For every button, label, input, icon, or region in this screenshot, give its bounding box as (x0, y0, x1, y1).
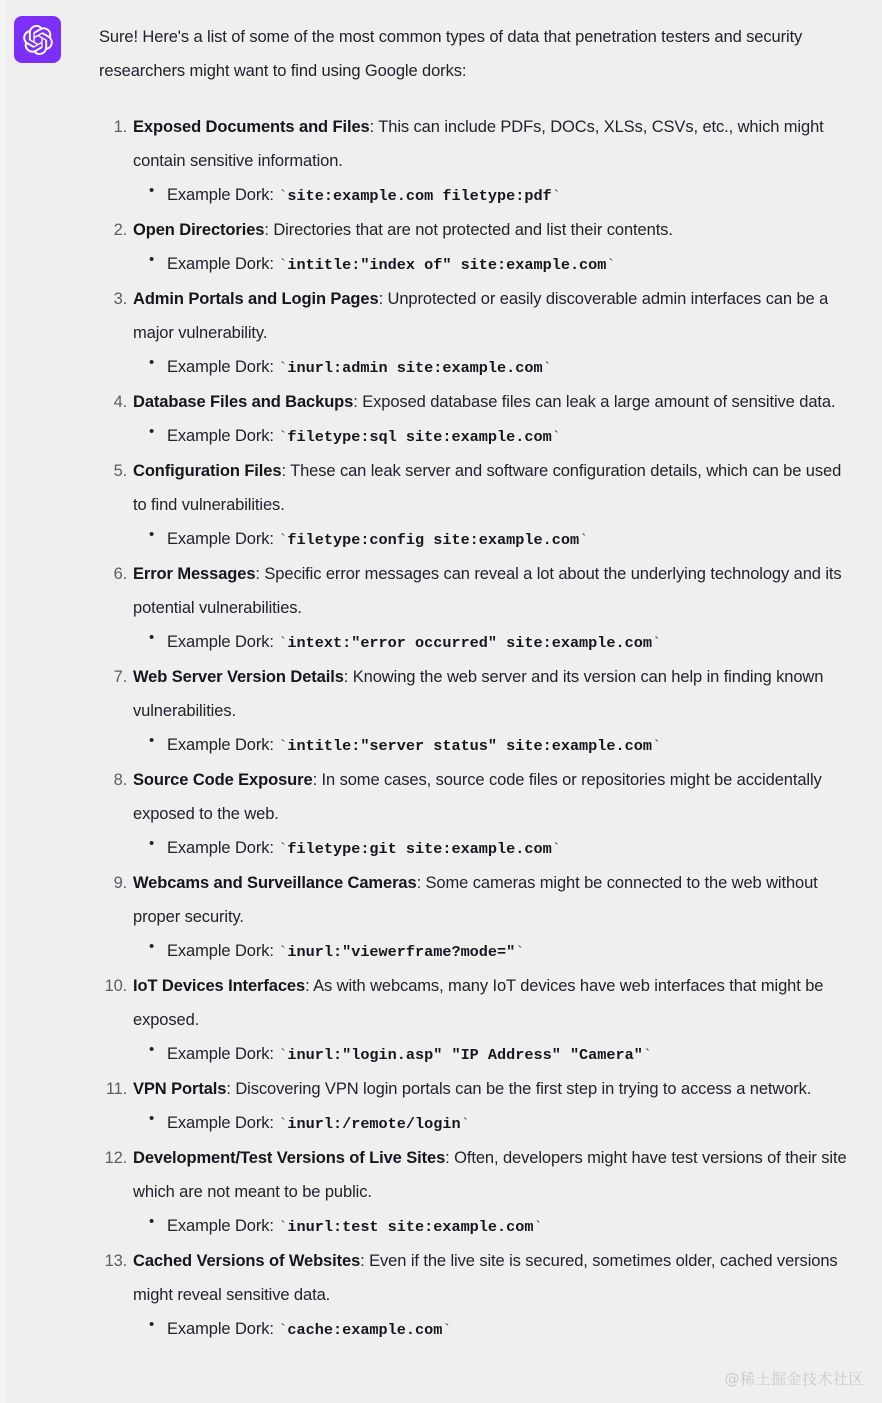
backtick-close: ` (542, 359, 552, 377)
item-text (133, 866, 858, 934)
item-text (133, 282, 858, 350)
example-dork-line (147, 178, 858, 213)
sub-list (133, 934, 858, 969)
dork-code: inurl:/remote/login (287, 1115, 461, 1133)
list-item (99, 213, 858, 282)
sub-list (133, 625, 858, 660)
backtick-close: ` (460, 1115, 470, 1133)
backtick-open: ` (278, 634, 288, 652)
message-body (61, 16, 866, 1347)
item-title: Error Messages (133, 565, 256, 583)
example-dork-label: Example Dork: (167, 427, 274, 445)
sub-list (133, 1106, 858, 1141)
dork-code: inurl:"viewerframe?mode=" (287, 943, 516, 961)
backtick-open: ` (278, 428, 288, 446)
example-dork-label: Example Dork: (167, 1045, 274, 1063)
example-dork-label: Example Dork: (167, 839, 274, 857)
list-item (99, 969, 858, 1072)
dork-code: filetype:sql site:example.com (287, 428, 552, 446)
backtick-open: ` (278, 1321, 288, 1339)
item-title: Admin Portals and Login Pages (133, 290, 379, 308)
backtick-open: ` (278, 943, 288, 961)
dork-types-list (99, 110, 858, 1347)
item-title: Open Directories (133, 221, 265, 239)
example-dork-line (147, 247, 858, 282)
dork-code: filetype:config site:example.com (287, 531, 580, 549)
dork-code: inurl:test site:example.com (287, 1218, 534, 1236)
item-title: Web Server Version Details (133, 668, 344, 686)
item-text (133, 557, 858, 625)
backtick-close: ` (551, 187, 561, 205)
item-text (133, 660, 858, 728)
item-description: : Specific error messages can reveal a lot about the underlying technology and its potential vulnerabilities. (133, 565, 842, 617)
item-title: Configuration Files (133, 462, 282, 480)
item-text (133, 969, 858, 1037)
backtick-open: ` (278, 1218, 288, 1236)
example-dork-line (147, 419, 858, 454)
sub-list (133, 419, 858, 454)
item-description: : These can leak server and software configuration details, which can be used to find vulnerabilities. (133, 462, 842, 514)
example-dork-label: Example Dork: (167, 186, 274, 204)
example-dork-label: Example Dork: (167, 530, 274, 548)
backtick-open: ` (278, 1115, 288, 1133)
backtick-close: ` (551, 428, 561, 446)
backtick-close: ` (551, 840, 561, 858)
backtick-close: ` (533, 1218, 543, 1236)
item-text (133, 454, 858, 522)
example-dork-label: Example Dork: (167, 1320, 274, 1338)
backtick-open: ` (278, 531, 288, 549)
dork-code: filetype:git site:example.com (287, 840, 552, 858)
item-text (133, 213, 858, 247)
intro-paragraph: Sure! Here's a list of some of the most common types of data that penetration testers and security researchers might want to find using Google dorks: (99, 28, 803, 80)
watermark: @稀土掘金技术社区 (724, 1370, 864, 1388)
dork-code: intitle:"index of" site:example.com (287, 256, 607, 274)
backtick-open: ` (278, 737, 288, 755)
item-description: : Some cameras might be connected to the web without proper security. (133, 874, 818, 926)
list-item (99, 660, 858, 763)
item-text (133, 385, 858, 419)
example-dork-line (147, 728, 858, 763)
item-text (133, 1072, 858, 1106)
backtick-close: ` (606, 256, 616, 274)
item-title: Exposed Documents and Files (133, 118, 370, 136)
item-description: : Unprotected or easily discoverable admin interfaces can be a major vulnerability. (133, 290, 829, 342)
left-edge-strip (0, 0, 6, 1403)
backtick-close: ` (651, 634, 661, 652)
openai-logo-icon (14, 16, 61, 63)
example-dork-label: Example Dork: (167, 1217, 274, 1235)
example-dork-label: Example Dork: (167, 358, 274, 376)
list-item (99, 557, 858, 660)
example-dork-line (147, 350, 858, 385)
sub-list (133, 178, 858, 213)
example-dork-line (147, 1312, 858, 1347)
backtick-open: ` (278, 359, 288, 377)
backtick-close: ` (442, 1321, 452, 1339)
item-description: : Directories that are not protected and list their contents. (264, 221, 673, 239)
example-dork-label: Example Dork: (167, 1114, 274, 1132)
backtick-close: ` (579, 531, 589, 549)
item-text (133, 110, 858, 178)
dork-code: site:example.com filetype:pdf (287, 187, 552, 205)
sub-list (133, 1312, 858, 1347)
backtick-open: ` (278, 256, 288, 274)
list-item (99, 110, 858, 213)
item-title: Source Code Exposure (133, 771, 313, 789)
list-item (99, 1141, 858, 1244)
backtick-close: ` (642, 1046, 652, 1064)
item-text (133, 1141, 858, 1209)
backtick-close: ` (651, 737, 661, 755)
sub-list (133, 247, 858, 282)
item-title: Cached Versions of Websites (133, 1252, 361, 1270)
item-description: : As with webcams, many IoT devices have web interfaces that might be exposed. (133, 977, 824, 1029)
example-dork-line (147, 625, 858, 660)
list-item (99, 763, 858, 866)
item-description: : This can include PDFs, DOCs, XLSs, CSVs, etc., which might contain sensitive information. (133, 118, 824, 170)
example-dork-line (147, 1209, 858, 1244)
item-description: : In some cases, source code files or repositories might be accidentally exposed to the web. (133, 771, 822, 823)
example-dork-line (147, 522, 858, 557)
sub-list (133, 350, 858, 385)
sub-list (133, 1209, 858, 1244)
dork-code: intitle:"server status" site:example.com (287, 737, 652, 755)
list-item (99, 866, 858, 969)
backtick-close: ` (515, 943, 525, 961)
item-title: VPN Portals (133, 1080, 227, 1098)
dork-code: inurl:"login.asp" "IP Address" "Camera" (287, 1046, 643, 1064)
example-dork-line (147, 831, 858, 866)
list-item (99, 282, 858, 385)
list-item (99, 454, 858, 557)
dork-code: intext:"error occurred" site:example.com (287, 634, 652, 652)
sub-list (133, 1037, 858, 1072)
item-description: : Discovering VPN login portals can be the first step in trying to access a network. (226, 1080, 812, 1098)
item-description: : Even if the live site is secured, sometimes older, cached versions might reveal sensitive data. (133, 1252, 838, 1304)
item-text (133, 1244, 858, 1312)
example-dork-line (147, 934, 858, 969)
item-title: Database Files and Backups (133, 393, 354, 411)
example-dork-label: Example Dork: (167, 942, 274, 960)
example-dork-label: Example Dork: (167, 255, 274, 273)
example-dork-label: Example Dork: (167, 633, 274, 651)
item-description: : Knowing the web server and its version can help in finding known vulnerabilities. (133, 668, 824, 720)
item-text (133, 763, 858, 831)
sub-list (133, 831, 858, 866)
item-title: Webcams and Surveillance Cameras (133, 874, 417, 892)
example-dork-label: Example Dork: (167, 736, 274, 754)
list-item (99, 1072, 858, 1141)
sub-list (133, 522, 858, 557)
item-title: IoT Devices Interfaces (133, 977, 306, 995)
example-dork-line (147, 1037, 858, 1072)
sub-list (133, 728, 858, 763)
item-title: Development/Test Versions of Live Sites (133, 1149, 446, 1167)
list-item (99, 385, 858, 454)
example-dork-line (147, 1106, 858, 1141)
dork-code: cache:example.com (287, 1321, 443, 1339)
backtick-open: ` (278, 187, 288, 205)
backtick-open: ` (278, 1046, 288, 1064)
dork-code: inurl:admin site:example.com (287, 359, 543, 377)
item-description: : Often, developers might have test versions of their site which are not meant to be public. (133, 1149, 847, 1201)
list-item (99, 1244, 858, 1347)
item-description: : Exposed database files can leak a large amount of sensitive data. (353, 393, 836, 411)
backtick-open: ` (278, 840, 288, 858)
